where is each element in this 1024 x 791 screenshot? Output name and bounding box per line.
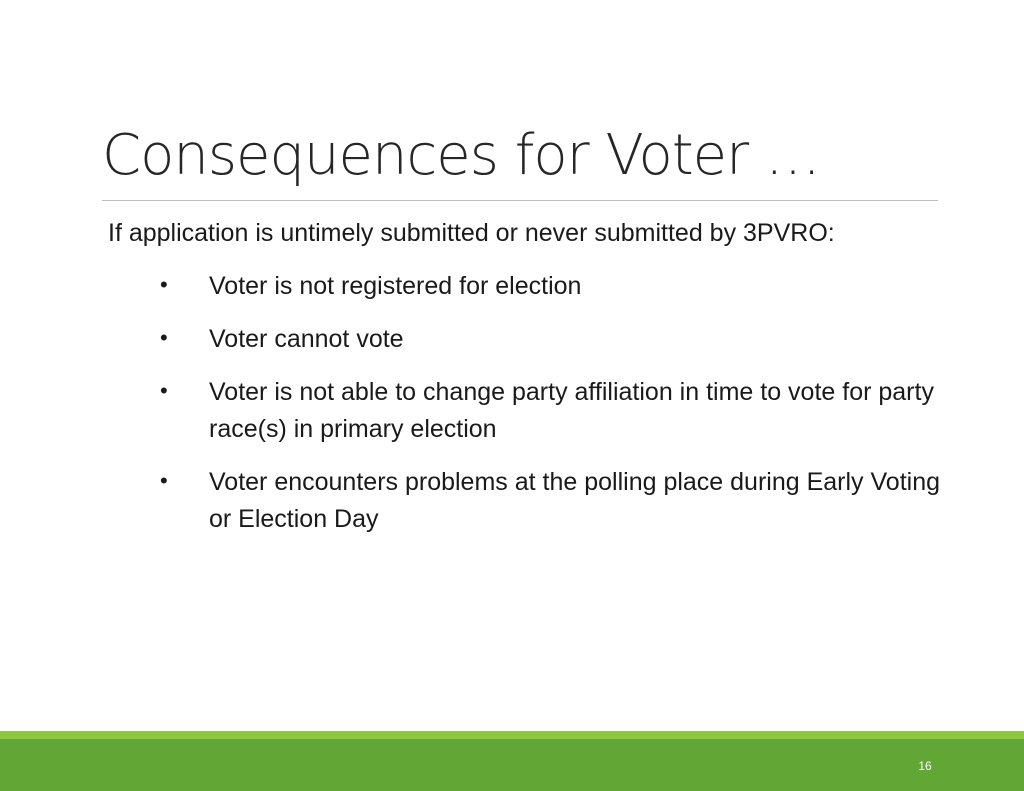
bullet-dot-icon: • <box>160 468 168 493</box>
bullet-text: Voter cannot vote <box>209 325 404 353</box>
bullet-item <box>160 374 950 448</box>
intro-text: If application is untimely submitted or never submitted by 3PVRO: <box>108 219 835 247</box>
slide-title: Consequences for Voter … <box>102 123 820 188</box>
footer-accent-stripe <box>0 731 1024 739</box>
page-number: 16 <box>918 759 932 773</box>
footer-bar <box>0 739 1024 791</box>
bullet-dot-icon: • <box>160 272 168 297</box>
bullet-text: Voter is not able to change party affiliation in time to vote for party race(s) in primary election <box>209 378 934 443</box>
bullet-item <box>160 268 950 305</box>
bullet-item <box>160 321 950 358</box>
bullet-text: Voter is not registered for election <box>209 272 582 300</box>
bullet-dot-icon: • <box>160 378 168 403</box>
bullet-text: Voter encounters problems at the polling place during Early Voting or Election Day <box>209 468 941 533</box>
title-divider <box>102 200 938 201</box>
bullet-list <box>160 268 950 554</box>
bullet-dot-icon: • <box>160 325 168 350</box>
bullet-item <box>160 464 950 538</box>
